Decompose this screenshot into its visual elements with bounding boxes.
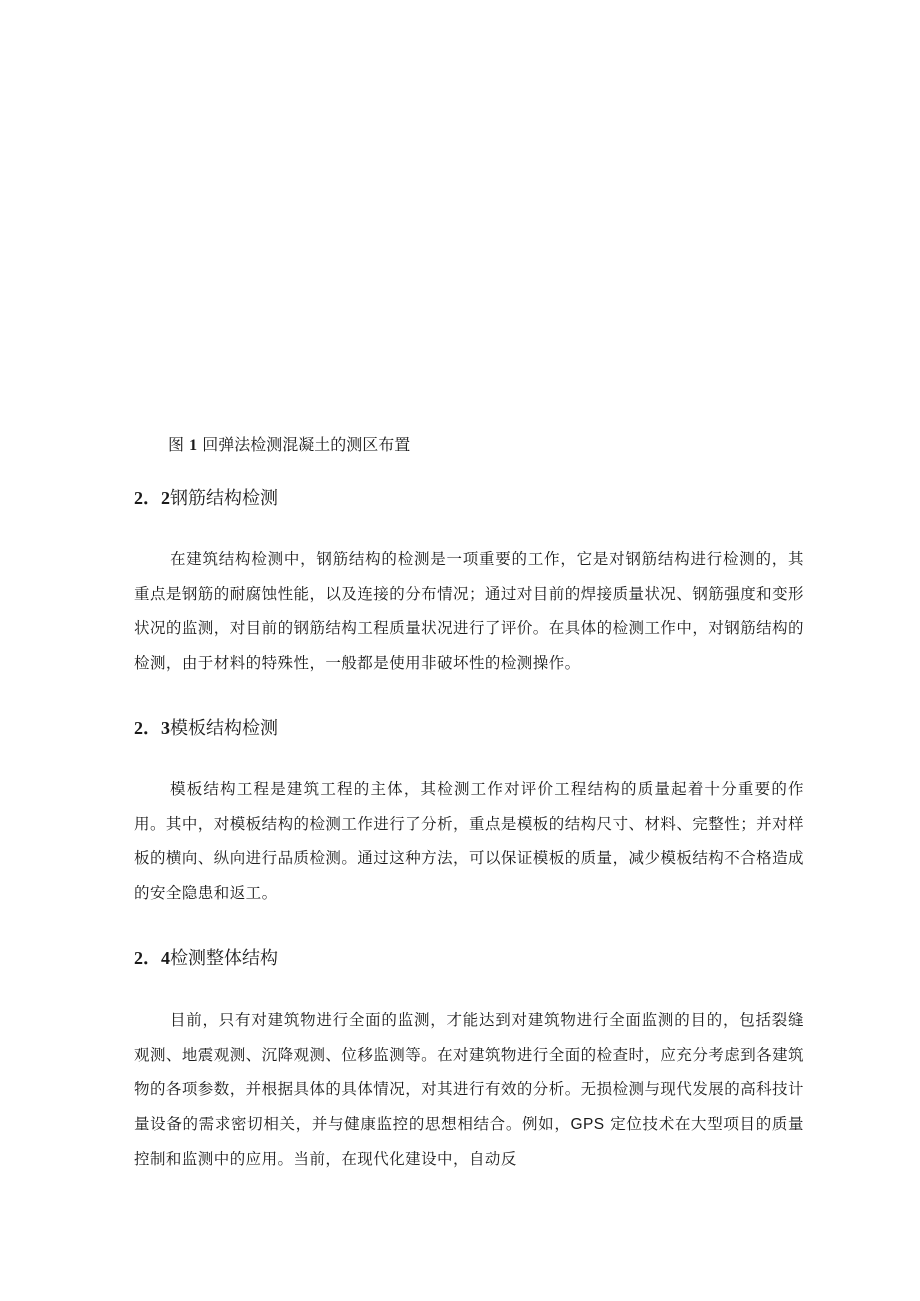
section-number: 2．4 [134, 948, 170, 968]
section-paragraph-2-3: 模板结构工程是建筑工程的主体，其检测工作对评价工程结构的质量起着十分重要的作用。其中，对模板结构的检测工作进行了分析，重点是模板的结构尺寸、材料、完整性；并对样板的横向、纵向进行品质检测。通过这种方法，可以保证模板的质量，减少模板结构不合格造成的安全隐患和返工。 [134, 780, 804, 902]
caption-number: 1 [189, 437, 198, 454]
figure-area [134, 40, 794, 410]
section-title: 检测整体结构 [170, 948, 278, 969]
section-paragraph-2-4 [134, 1003, 804, 1177]
paragraph-text-part1: 目前，只有对建筑物进行全面的监测，才能达到对建筑物进行全面监测的目的，包括裂缝观测、地震观测、沉降观测、位移监测等。在对建筑物进行全面的检查时，应充分考虑到各建筑物的各项参数，并根据具体的具体情况，对其进行有效的分析。无损检测与现代发展的高科技计量设备的需求密切相关，并与健康监控的思想相结合。例如， [134, 1011, 804, 1133]
section-title: 模板结构检测 [170, 718, 278, 739]
section-number: 2．3 [134, 718, 170, 738]
section-heading-2-2 [134, 485, 278, 512]
section-heading-2-4 [134, 945, 278, 972]
caption-text: 回弹法检测混凝土的测区布置 [202, 435, 411, 454]
paragraph-text-part2: 定位技术在大型项目的质量控制和监测中的应用。当前，在现代化建设中，自动反 [134, 1114, 804, 1169]
section-title: 钢筋结构检测 [170, 488, 278, 509]
figure-caption [168, 433, 410, 458]
paragraph-latin-term: GPS [570, 1115, 605, 1133]
caption-prefix: 图 [168, 435, 185, 454]
section-number: 2．2 [134, 488, 170, 508]
section-heading-2-3 [134, 715, 278, 742]
section-paragraph-2-2: 在建筑结构检测中，钢筋结构的检测是一项重要的工作，它是对钢筋结构进行检测的，其重点是钢筋的耐腐蚀性能，以及连接的分布情况；通过对目前的焊接质量状况、钢筋强度和变形状况的监测，对目前的钢筋结构工程质量状况进行了评价。在具体的检测工作中，对钢筋结构的检测，由于材料的特殊性，一般都是使用非破坏性的检测操作。 [134, 550, 804, 672]
